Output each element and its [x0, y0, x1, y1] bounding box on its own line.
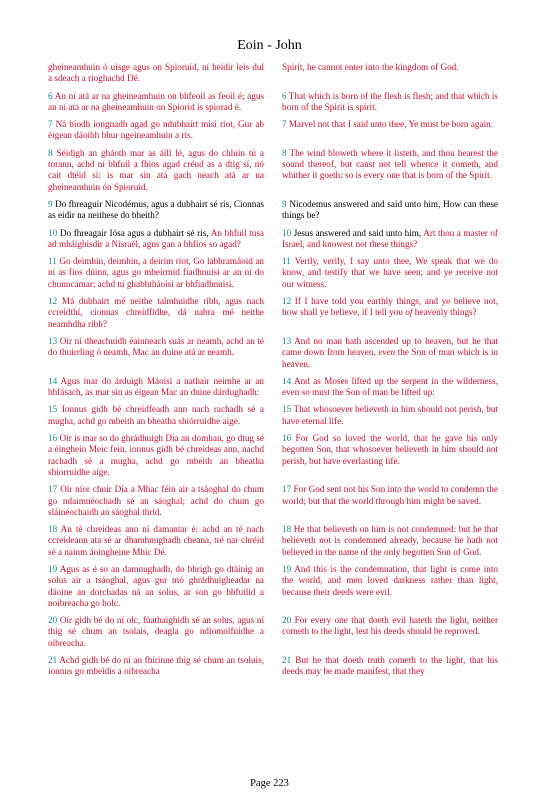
verse-number: 20 [48, 615, 58, 626]
english-verse [282, 615, 498, 649]
verse-text: Verily, verily, I say unto thee, We speak that we do know, and testify that we have seen; and ye receive not our witness. [282, 256, 498, 289]
verse-row [48, 228, 498, 251]
verse-text: An ní atá ar na gheineamhuin on bhfeoil as feoil é; agus an ní ata ar na gheineamhuin on Spiorid is spiorad é. [48, 90, 264, 112]
verse-number: 13 [48, 335, 58, 346]
verse-text: even [378, 347, 396, 358]
verse-text: And as Moses lifted up the serpent in the wilderness, even so must the Son of man be lifted up: [282, 375, 498, 398]
verse-number: 9 [282, 198, 287, 209]
verse-number: 19 [282, 563, 292, 574]
verse-number: 21 [48, 655, 58, 666]
verse-number: 14 [282, 375, 292, 386]
page-title: Eoin - John [237, 38, 302, 53]
verse-text: That whosoever believeth in him should not perish, but have eternal life. [282, 404, 498, 426]
verse-text: Séidigh an gháoth mar as áill lé, agus do chluin tú a torann, achd ní bhfuil a fhios agad créud as a dtig sí, nó caít dtéid sí: is mar sin atá gach neach atá ar na gheineamhuin ón Spioruid. [48, 147, 264, 192]
verse-number: 9 [48, 198, 53, 209]
verse-text: Ná bíodh iongnadh agad go ndubhairt misi riot, Gur ab éigean dáoibh bhur ngeineamhuin a rís. [48, 119, 264, 141]
irish-verse [48, 433, 264, 478]
verse-number: 15 [48, 404, 58, 415]
verse-row [48, 615, 498, 649]
verse-number: 6 [282, 90, 287, 101]
irish-verse [48, 376, 264, 399]
verse-number: 15 [282, 404, 292, 415]
verse-number: 21 [282, 655, 292, 666]
page-number: Page 223 [250, 778, 289, 789]
verse-number: 11 [48, 256, 57, 267]
verse-text: Má dubhairt mé neithe talmhuidhe ribh, agus nach ccreidthí, cionnas chreidfidhe, dá nabra mé neithe neamhdha ribh? [48, 296, 265, 329]
verse-text: And this is the condemnation, that light is come into the world, and men loved darkness rather than light, because their deeds were evil. [282, 563, 498, 597]
verse-text: An té chreideas ann ní damantar é: achd an té nach ccreideann ata sé ar dhamhnughadh cheana, tré nar chréid sé a nainm áoingheine Mhic Dé. [48, 524, 264, 557]
irish-verse [48, 524, 264, 558]
verse-number: 16 [282, 433, 292, 444]
english-verse [282, 433, 498, 478]
irish-verse [48, 148, 264, 193]
verse-number: 13 [282, 335, 292, 346]
irish-verse [48, 615, 264, 649]
verse-number: 7 [48, 119, 53, 130]
verse-text: Do fhreagair Iósa agus a dubhairt sé ris, [59, 227, 211, 238]
english-verse [282, 336, 498, 370]
english-verse [282, 119, 498, 142]
verse-number: 18 [48, 524, 58, 535]
irish-verse [48, 484, 264, 518]
verse-number: 14 [48, 375, 58, 386]
verse-number: 17 [282, 484, 292, 495]
verse-row [48, 524, 498, 558]
verse-row [48, 296, 498, 330]
verse-text: Ionnus gidh bé chreidfeadh ann nach rachadh sé a mugha, achd go mbeith an bheatha shiórruidhe aige. [48, 404, 264, 426]
english-verse [282, 524, 498, 558]
verse-number: 10 [48, 227, 58, 238]
verse-number: 19 [48, 563, 58, 574]
verse-text: Jesus answered and said unto him, [293, 227, 424, 238]
verse-text: gheineamhuin ó uisge agus on Spioruid, ní heidir leis dul a sdeach a ríoghachd Dé. [48, 62, 264, 84]
verse-row [48, 404, 498, 427]
verse-number: 20 [282, 615, 292, 626]
verse-number: 6 [48, 90, 53, 101]
verse-text: Oír is mar so do ghrádhuigh Día an domhan, go dtug sé a éinghein Meic fein, ionnus gidh bé chreideas ann, nachd rachadh sé a mugha, achd go mbeith an bheatha shiorruidhe aige. [48, 433, 264, 477]
english-verse [282, 199, 498, 222]
verse-text: For God so loved the world, that he gave his only begotten Son, that whosoever believeth in him should not perish, but have everlasting life. [282, 433, 498, 466]
verse-text: He that believeth on him is not condemned: but he that believeth not is condemned already, because he hath not believed in the name of the only begotten Son of God. [282, 524, 498, 557]
verse-text: That which is born of the flesh is flesh; and that which is born of the Spirit is spirit. [282, 90, 498, 112]
irish-verse [48, 296, 264, 330]
irish-verse [48, 404, 264, 427]
irish-verse [48, 62, 264, 85]
english-verse [282, 376, 498, 399]
verse-text: An bhfuil tusa ad mháighisdir a Nisraél, agus gan a bhfios so agad? [48, 227, 264, 249]
english-verse [282, 148, 498, 193]
irish-verse [48, 119, 264, 142]
verse-text: Marvel not that I said unto thee, Ye must be born again. [288, 119, 494, 130]
verse-text: Agus as é so an damnughadh, do bhrigh go dtáinig an solus air a tsáoghal, agus gur mó ghrádhuigheadar na dáoine an dorchadas ná an solus, ar son go bhfuilid a noibreacha go holc. [48, 563, 264, 608]
verse-text: Agus mar do árduigh Máoisi a nathair neimhe ar an bhfásach, as mar sin as éigean Mac an duine dárdughadh: [48, 375, 264, 398]
irish-verse [48, 564, 264, 609]
english-verse [282, 564, 498, 609]
verse-number: 18 [282, 524, 292, 535]
verse-row [48, 484, 498, 518]
verse-text: Do fhreaguir Nicodémus, agus a dubhairt sé ris, Cionnas as eidir na neithese do bheith? [48, 198, 264, 221]
english-verse [282, 256, 498, 290]
english-verse [282, 655, 498, 678]
english-verse [282, 62, 498, 85]
irish-verse [48, 228, 264, 251]
verse-text: heavenly things? [412, 307, 477, 318]
verse-row [48, 91, 498, 114]
verse-row [48, 433, 498, 478]
verse-text: If I have told you earthly things, and ye believe not, how shall ye believe, if I tell you [282, 296, 498, 318]
english-verse [282, 228, 498, 251]
verse-row [48, 336, 498, 370]
verse-text: But he that doeth truth cometh to the light, that his deeds may be made manifest, that they [282, 655, 498, 677]
verse-number: 8 [48, 147, 53, 158]
verse-row [48, 376, 498, 399]
verse-number: 16 [48, 433, 58, 444]
verse-number: 7 [282, 119, 287, 130]
irish-verse [48, 199, 264, 222]
verse-text: The wind bloweth where it listeth, and thou hearest the sound thereof, but canst not tell whence it cometh, and whither it goeth: so is every one that is born of the Spirit. [282, 147, 498, 181]
verse-number: 8 [282, 147, 287, 158]
irish-verse [48, 336, 264, 370]
verse-text: Spirit, he cannot enter into the kingdom of God. [282, 62, 459, 72]
verse-text: Nicodemus answered and said unto him, How can these things be? [282, 198, 498, 221]
english-verse [282, 404, 498, 427]
verse-grid [48, 62, 498, 770]
verse-row [48, 62, 498, 85]
irish-verse [48, 256, 264, 290]
verse-row [48, 119, 498, 142]
verse-text: of [405, 307, 413, 318]
verse-text: Oír níor chuir Día a Mhac féin air a tsáoghal do chum go ndaimnéochadh sé an sáoghal; achd do chum go sláinéochaidh an sáoghal thríd. [48, 484, 264, 517]
verse-number: 11 [282, 256, 291, 267]
verse-text: For God sent not his Son into the world to condemn the world; but that the world through him might be saved. [282, 484, 498, 506]
verse-text: For every one that doeth evil hateth the light, neither cometh to the light, lest his deeds should be reproved. [282, 615, 498, 637]
verse-text: And no man hath ascended up to heaven, but he that came down from heaven, [282, 335, 498, 358]
verse-text: Oír gidh bé do ní olc, fúathaighidh sé an solus, agus ní thig sé chum an tsolais, deagla go ndiomolfuidhe a oibreacha. [48, 615, 265, 648]
verse-text: the Son of man which is in heaven. [282, 347, 498, 369]
verse-row [48, 564, 498, 609]
verse-number: 17 [48, 484, 58, 495]
verse-row [48, 655, 498, 678]
verse-number: 10 [282, 227, 292, 238]
verse-row [48, 148, 498, 193]
verse-number: 12 [48, 296, 58, 307]
irish-verse [48, 91, 264, 114]
verse-text: Go deimhin, deimhin, a deirim riot, Go labhramáoid an ní as fios dúinn, agus go mbeirmíd fiadhnuisi ar an ní do chunncamar; achd ní ghabhtháoisi ar bhfiadhnuisi. [48, 256, 265, 289]
english-verse [282, 296, 498, 330]
english-verse [282, 91, 498, 114]
verse-text: Art thou a master of Israel, and knowest not these things? [282, 227, 498, 249]
irish-verse [48, 655, 264, 678]
verse-number: 12 [282, 296, 292, 307]
verse-row [48, 256, 498, 290]
verse-text: Achd gidh bé do ní an fhírinne thig sé chum an tsoluis, ionnus go mbeidís a oibreacha [48, 655, 264, 677]
verse-row [48, 199, 498, 222]
english-verse [282, 484, 498, 518]
verse-text: Oír ní dheachuidh éainneach suás ar neamh, achd an té do thuirrling ó neamh, Mac an duine atá ar neamh. [48, 335, 265, 358]
